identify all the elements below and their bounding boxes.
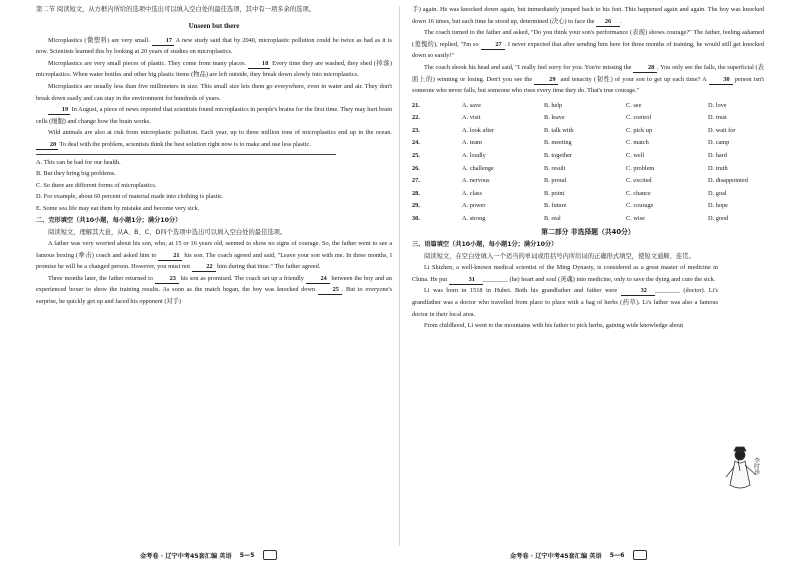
choice-b[interactable]: B. future (544, 202, 567, 210)
choice-c[interactable]: C. pick up (626, 126, 653, 134)
choice-row (412, 149, 764, 162)
section-intro: 第二节 阅读短文，从方框内所给的选项中选出可以填入空白处的最佳选项，其中有一项多余的选项。 (36, 6, 316, 13)
choice-d[interactable]: D. truth (708, 164, 728, 172)
blank-number: 18 (261, 59, 269, 67)
blank-24[interactable]: 24 (306, 274, 330, 284)
badge-icon (263, 550, 277, 560)
text: into medicine, only to save the dying and cure the sick. (576, 275, 716, 283)
paragraph-1 (36, 35, 392, 58)
text: A new study said that by 2040, microplastic pollution could be twice as bad as it is now. Scientists learned this by looking at 20 years of studies on microplastics. (36, 36, 393, 56)
fill-paragraph-1 (412, 262, 764, 285)
text: Three months later, the father returned to (48, 274, 155, 282)
right-footer (510, 550, 647, 560)
text: . I never expected that after sending him here for three months of training, he would still get knocked down so easily!" (412, 40, 765, 60)
choice-a[interactable]: A. visit (462, 114, 481, 122)
choice-d[interactable]: D. disappointed (708, 177, 748, 185)
choice-b[interactable]: B. proud (544, 177, 567, 185)
choice-c[interactable]: C. wise (626, 214, 645, 222)
footer-label: 金考卷 · 辽宁中考45套汇编 英语 (140, 552, 232, 560)
text: The coach turned to the father and asked, "Do you think your son's performance (表现) shows courage?" The father, feeling ashamed (羞愧的), replied, "I'm so (412, 29, 764, 48)
text: In August, a piece of news reported that scientists found microplastics in people's brains for the first time. They may hurt brain cells (细胞) and change how the brain works. (36, 106, 392, 125)
choice-a[interactable]: A. loudly (462, 151, 486, 159)
choice-d[interactable]: D. hope (708, 202, 728, 210)
choice-num: 24. (412, 139, 420, 147)
choice-num: 29. (412, 202, 420, 210)
text: ________ (doctor). Li's grandfather was a doctor who travelled from place to place with a bag of herbs (药草). Li's father was also a famous doctor in their local area. (412, 287, 718, 318)
choice-a[interactable]: A. save (462, 101, 481, 109)
continuation-3 (412, 62, 764, 97)
choice-c[interactable]: C. well (626, 151, 645, 159)
option-e: E. Some sea life may eat them by mistake and become very sick. (36, 204, 200, 212)
choice-row (412, 162, 764, 175)
text: and tenacity (韧性) of your son to get up each time? A (558, 75, 709, 83)
choice-num: 26. (412, 164, 420, 172)
choice-b[interactable]: B. point (544, 189, 565, 197)
badge-icon (633, 550, 647, 560)
choice-a[interactable]: A. class (462, 189, 482, 197)
choice-c[interactable]: C. see (626, 101, 642, 109)
choice-d[interactable]: D. goal (708, 189, 727, 197)
choice-d[interactable]: D. camp (708, 139, 730, 147)
blank-27[interactable]: 27 (481, 40, 505, 50)
blank-26[interactable]: 26 (596, 17, 620, 27)
choice-b[interactable]: B. meeting (544, 139, 572, 147)
choice-num: 23. (412, 126, 420, 134)
choice-b[interactable]: B. talk with (544, 126, 574, 134)
continuation-2 (412, 27, 764, 62)
paragraph-5 (36, 127, 392, 150)
text: his son. The coach agreed and said, "Leave your son with me. In three months, I promise he will be a changed person. However, you must not (36, 251, 392, 271)
choice-c[interactable]: C. problem (626, 164, 655, 172)
option-c: C. So there are different forms of microplastics. (36, 181, 157, 189)
blank-19[interactable] (48, 105, 70, 115)
choice-b[interactable]: B. result (544, 164, 566, 172)
text: Li was born in 1518 in Hubei. Both his grandfather and father were (424, 287, 621, 295)
choice-a[interactable]: A. team (462, 139, 482, 147)
text: 手) again. He was knocked down again, but immediately jumped back to his feet. This happened again and again. The boy was knocked down 16 times, but each time he stood up, determined (决心) to face the (412, 6, 764, 25)
footer-page: 5—6 (609, 551, 625, 559)
blank-number: 20 (49, 140, 57, 148)
options-box-top (36, 154, 336, 155)
blank-17[interactable] (152, 36, 174, 46)
story-paragraph-1 (36, 238, 392, 273)
choice-num: 30. (412, 214, 420, 222)
passage-title: Unseen but there (188, 21, 240, 30)
text: ________ (he) heart and soul (灵魂) (482, 275, 577, 283)
paragraph-3: Microplastics are usually less than five millimeters in size. This small size lets them go everywhere, even in water and air. They don't break down easily and can stay in the environment for hundreds of years. (36, 82, 392, 102)
footer-page: 5—5 (239, 551, 255, 559)
continuation-1 (412, 4, 764, 27)
choice-row (412, 200, 764, 213)
choice-row (412, 137, 764, 150)
choice-b[interactable]: B. help (544, 101, 563, 109)
choice-a[interactable]: A. look after (462, 126, 494, 134)
choice-a[interactable]: A. strong (462, 214, 486, 222)
choice-c[interactable]: C. chance (626, 189, 651, 197)
choice-d[interactable]: D. love (708, 101, 727, 109)
choice-num: 27. (412, 177, 420, 185)
choice-num: 22. (412, 114, 420, 122)
blank-18[interactable] (248, 59, 270, 69)
blank-28[interactable]: 28 (633, 63, 657, 73)
choice-c[interactable]: C. excited (626, 177, 652, 185)
text: Li Shizhen, a well-known medical scientist of the Ming Dynasty, is considered as a great master of medicine in China. He put (412, 264, 718, 283)
text: . (619, 17, 622, 25)
text: To deal with the problem, scientists think the best solution right now is to make and use less plastic. (58, 140, 311, 148)
text: . You only see the falls, the superficial (表面上的) winning or losing. Don't you see the (412, 63, 764, 83)
text: The coach shook his head and said, "I really feel sorry for you. You're missing the (424, 63, 634, 71)
text: Wild animals are also at risk from microplastic pollution. Each year, up to three million tons of microplastics end up in the ocean. (48, 129, 392, 137)
choice-a[interactable]: A. power (462, 202, 486, 210)
choice-num: 28. (412, 189, 420, 197)
section2-heading: 二、完形填空（共10小题，每小题1分；满分10分） (36, 216, 182, 224)
choice-d[interactable]: D. trust (708, 114, 727, 122)
text: A father was very worried about his son, who, at 15 or 16 years old, seemed to show no signs of courage. So, the father went to see a famous boxing (拳击) coach and asked him to (36, 240, 392, 259)
option-a: A. This can be bad for our health. (36, 158, 121, 166)
blank-32[interactable]: 32 (621, 286, 655, 296)
text: Every time they are washed, they shed (掉落) microplastics. When water bottles and other big plastic items (物品) are left outside, they break down slowly into microplastics. (36, 59, 393, 79)
left-footer (140, 550, 277, 560)
choice-a[interactable]: A. nervous (462, 177, 490, 185)
choice-d[interactable]: D. wait for (708, 126, 736, 134)
blank-29[interactable]: 29 (534, 75, 558, 85)
choice-row (412, 187, 764, 200)
blank-23[interactable]: 23 (155, 274, 179, 284)
choice-row (412, 111, 764, 124)
section3-heading: 三、语篇填空（共10小题，每小题1分；满分10分） (412, 240, 558, 248)
choice-c[interactable]: C. courage (626, 202, 654, 210)
text: him during that time." The father agreed. (215, 263, 321, 271)
choice-row (412, 212, 764, 225)
li-shizhen-portrait-illustration (720, 445, 762, 493)
choice-c[interactable]: C. match (626, 139, 649, 147)
text: . But to everyone's surprise, he quickly got up and faced his opponent (对手) (36, 286, 392, 306)
section2-intro: 阅读短文，理解其大意，从A、B、C、D四个选项中选出可以填入空白处的最佳选项。 (48, 228, 287, 236)
fill-paragraph-3: From childhood, Li went to the mountains with his father to pick herbs, gaining wide knowledge about (424, 322, 684, 330)
text: Microplastics are very small pieces of plastic. They come from many places. (48, 59, 249, 67)
text: his son as promised. The coach set up a friendly (178, 274, 306, 282)
blank-25[interactable]: 25 (318, 285, 342, 295)
part2-heading: 第二部分 非选择题（共40分） (541, 227, 635, 236)
paragraph-2 (36, 58, 392, 81)
option-d: D. For example, about 60 percent of material made into clothing is plastic. (36, 193, 224, 201)
choices-table (412, 99, 764, 225)
blank-20[interactable] (36, 140, 58, 150)
blank-22[interactable]: 22 (192, 262, 216, 272)
text: person isn't someone who never falls, but someone who rises every time they do. That's true courage." (412, 75, 765, 95)
blank-number: 17 (165, 36, 173, 44)
choice-d[interactable]: D. hard (708, 151, 727, 159)
blank-30[interactable]: 30 (709, 75, 733, 85)
blank-21[interactable]: 21 (158, 251, 182, 261)
choice-row (412, 99, 764, 112)
choice-b[interactable]: B. real (544, 214, 561, 222)
fill-paragraph-2 (412, 285, 764, 320)
choice-d[interactable]: D. good (708, 214, 729, 222)
section3-intro: 阅读短文，在空白处填入一个适当的单词或用括号内所给词的正确形式填空，使短文通顺、连贯。 (424, 252, 695, 260)
figure-caption: 李时珍 (752, 457, 760, 475)
choice-num: 21. (412, 101, 420, 109)
choice-num: 25. (412, 151, 420, 159)
blank-number: 19 (61, 106, 69, 114)
choice-row (412, 124, 764, 137)
option-b: B. But they bring big problems. (36, 170, 116, 178)
footer-label: 金考卷 · 辽宁中考45套汇编 英语 (510, 552, 602, 560)
choice-c[interactable]: C. control (626, 114, 652, 122)
choice-a[interactable]: A. challenge (462, 164, 494, 172)
paragraph-4 (36, 104, 392, 127)
portrait-drawing (726, 447, 756, 488)
choice-b[interactable]: B. together (544, 151, 572, 159)
choice-row (412, 174, 764, 187)
text: between the boy and an experienced boxer to show the training results. As soon as the match began, the boy was knocked down (36, 274, 392, 294)
choice-b[interactable]: B. leave (544, 114, 565, 122)
text: Microplastics (微塑料) are very small. (48, 36, 152, 44)
blank-31[interactable]: 31 (449, 275, 483, 285)
story-paragraph-2 (36, 273, 392, 308)
